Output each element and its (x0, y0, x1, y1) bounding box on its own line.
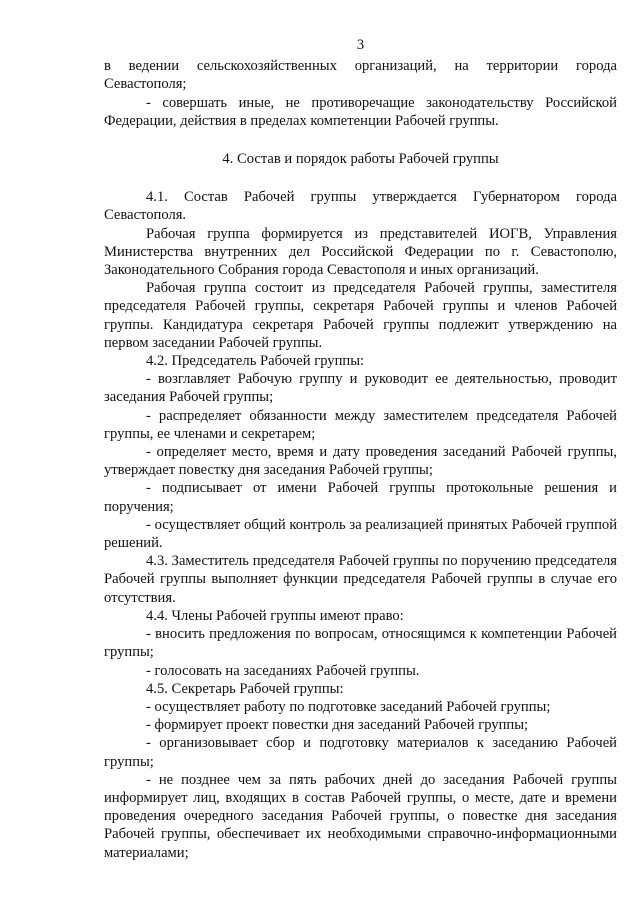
list-item: - голосовать на заседаниях Рабочей группы. (146, 662, 420, 679)
list-item: - организовывает сбор и подготовку материалов к заседанию Рабочей группы; (104, 735, 617, 770)
list-item: - осуществляет работу по подготовке заседаний Рабочей группы; (146, 698, 551, 715)
list-item: - не позднее чем за пять рабочих дней до заседания Рабочей группы информирует лиц, входящих в состав Рабочей группы, о месте, дате и времени проведения очередного заседания Рабочей группы, о повестке дня заседания Рабочей группы, обеспечивает их необходимыми справочно-информационными материалами; (104, 771, 617, 861)
list-item: - распределяет обязанности между заместителем председателя Рабочей группы, ее членами и секретарем; (104, 407, 617, 442)
list-item: - определяет место, время и дату проведения заседаний Рабочей группы, утверждает повестку дня заседания Рабочей группы; (104, 444, 617, 479)
list-item: - возглавляет Рабочую группу и руководит ее деятельностью, проводит заседания Рабочей группы; (104, 371, 617, 406)
paragraph: 4.4. Члены Рабочей группы имеют право: (146, 607, 404, 624)
document-page (104, 36, 617, 862)
list-item: - осуществляет общий контроль за реализацией принятых Рабочей группой решений. (104, 516, 617, 552)
paragraph: - совершать иные, не противоречащие законодательству Российской Федерации, действия в пределах компетенции Рабочей группы. (104, 94, 617, 129)
paragraph: 4.2. Председатель Рабочей группы: (146, 353, 365, 370)
paragraph: 4.3. Заместитель председателя Рабочей группы по поручению председателя Рабочей группы выполняет функции председателя Рабочей группы в случае его отсутствия. (104, 553, 617, 606)
page-number: 3 (356, 37, 365, 53)
section-heading: 4. Состав и порядок работы Рабочей группы (222, 151, 499, 168)
paragraph: Рабочая группа состоит из председателя Рабочей группы, заместителя председателя Рабочей группы, секретаря Рабочей группы и членов Рабочей группы. Кандидатура секретаря Рабочей группы подлежит утверждению на первом заседании Рабочей группы. (104, 280, 617, 351)
list-item: - вносить предложения по вопросам, относящимся к компетенции Рабочей группы; (104, 626, 617, 661)
paragraph: в ведении сельскохозяйственных организаций, на территории города Севастополя; (104, 58, 617, 93)
list-item: - формирует проект повестки дня заседаний Рабочей группы; (146, 717, 529, 734)
paragraph: 4.1. Состав Рабочей группы утверждается Губернатором города Севастополя. (104, 189, 617, 224)
list-item: - подписывает от имени Рабочей группы протокольные решения и поручения; (104, 480, 617, 515)
paragraph: 4.5. Секретарь Рабочей группы: (146, 680, 344, 697)
paragraph: Рабочая группа формируется из представителей ИОГВ, Управления Министерства внутренних дел Российской Федерации по г. Севастополю, Законодательного Собрания города Севастополя и иных организаций. (104, 225, 617, 279)
